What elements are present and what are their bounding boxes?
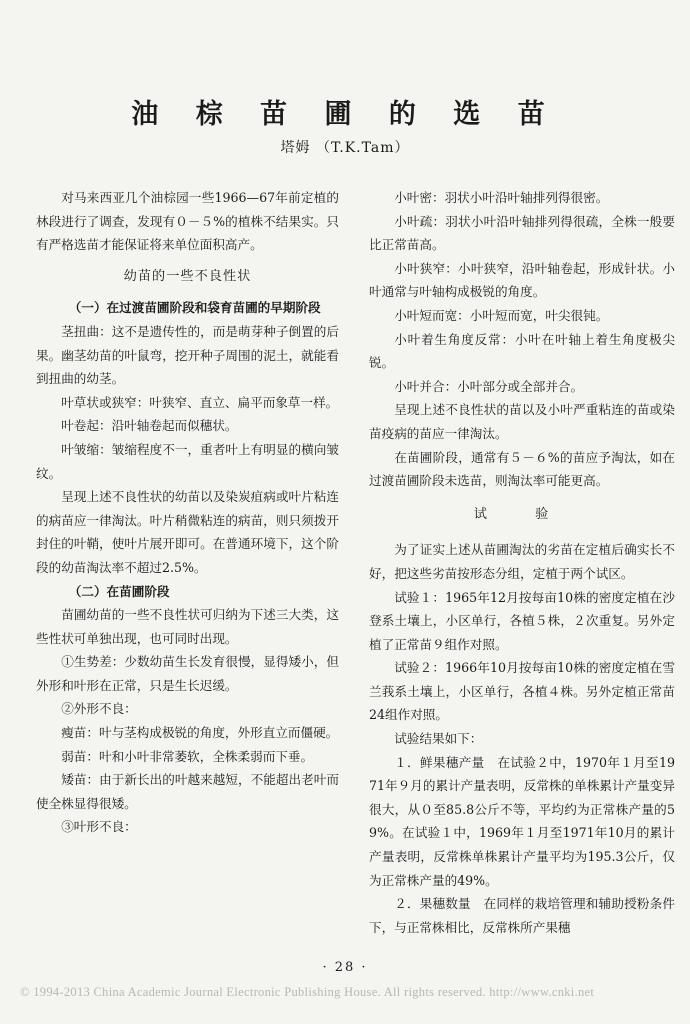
paragraph: 叶草状或狭窄：叶狭窄、直立、扁平而象草一样。 bbox=[61, 394, 339, 410]
subsection-title-1: （一）在过渡苗圃阶段和袋育苗圃的早期阶段 bbox=[68, 300, 321, 316]
paragraph: 试验２：1966年10月按每亩10株的密度定植在雪兰莪系土壤上，小区单行，各植４株。另外定植正常苗24组作对照。 bbox=[369, 660, 675, 723]
paragraph: 小叶密：羽状小叶沿叶轴排列得很密。 bbox=[394, 190, 609, 205]
right-column bbox=[369, 186, 675, 939]
paragraph: ③叶形不良： bbox=[61, 819, 137, 835]
paragraph: 小叶狭窄：小叶狭窄，沿叶轴卷起，形成针状。小叶通常与叶轴构成极锐的角度。 bbox=[369, 260, 675, 300]
paragraph: 小叶短而宽：小叶短而宽，叶尖很钝。 bbox=[394, 307, 609, 323]
left-column bbox=[36, 186, 339, 839]
paragraph: 小叶着生角度反常：小叶在叶轴上着生角度极尖锐。 bbox=[369, 331, 675, 371]
copyright-footer: © 1994-2013 China Academic Journal Electronic Publishing House. All rights reserved. http://www.cnki.net bbox=[20, 985, 595, 999]
section-title-experiment: 试 验 bbox=[473, 506, 571, 522]
paragraph: 试验结果如下： bbox=[394, 731, 483, 747]
section-title-defects: 幼苗的一些不良性状 bbox=[123, 268, 252, 284]
paragraph: 矮苗：由于新长出的叶越来越短，不能超出老叶而使全株显得很矮。 bbox=[36, 772, 339, 811]
paragraph: 苗圃幼苗的一些不良性状可归纳为下述三大类，这些性状可单独出现，也可同时出现。 bbox=[36, 607, 339, 646]
subsection-title-2: （二）在苗圃阶段 bbox=[68, 583, 170, 599]
paragraph: 在苗圃阶段，通常有５－６%的苗应予淘汰，如在过渡苗圃阶段未选苗，则淘汰率可能更高。 bbox=[369, 449, 675, 489]
paragraph: ①生势差：少数幼苗生长发育很慢，显得矮小，但外形和叶形在正常，只是生长迟缓。 bbox=[36, 654, 339, 693]
paragraph: 小叶并合：小叶部分或全部并合。 bbox=[394, 378, 584, 394]
paragraph: ②外形不良： bbox=[61, 701, 137, 717]
paragraph: 呈现上述不良性状的幼苗以及染炭疽病或叶片粘连的病苗应一律淘汰。叶片稍微粘连的病苗，则只须拨开封住的叶鞘，使叶片展开即可。在普通环境下，这个阶段的幼苗淘汰率不超过2.5%。 bbox=[36, 489, 339, 575]
page-number: · 28 · bbox=[322, 960, 368, 975]
article-author: 塔姆 （T.K.Tam） bbox=[280, 140, 410, 156]
paragraph: 瘦苗：叶与茎构成极锐的角度，外形直立而僵硬。 bbox=[61, 725, 339, 741]
paragraph: 呈现上述不良性状的苗以及小叶严重粘连的苗或染苗疫病的苗应一律淘汰。 bbox=[369, 402, 675, 441]
paragraph: 叶皱缩：皱缩程度不一，重者叶上有明显的横向皱纹。 bbox=[36, 441, 339, 481]
paragraph: 试验１：1965年12月按每亩10株的密度定植在沙登系土壤上，小区单行，各植５株，２次重复。另外定植了正常苗９组作对照。 bbox=[369, 589, 675, 652]
paragraph: １．鲜果穗产量 在试验２中，1970年１月至1971年９月的累计产量表明，反常株的单株累计产量变异很大，从０至85.8公斤不等，平均约为正常株产量的59%。在试验１中，1969年１月至1971年10月的累计产量表明，反常株单株累计产量平均为195.3公斤，仅为正常株产量的49%。 bbox=[369, 754, 675, 888]
paragraph: 叶卷起：沿叶轴卷起而似穗状。 bbox=[61, 418, 238, 434]
intro-paragraph: 对马来西亚几个油棕园一些1966—67年前定植的林段进行了调查，发现有０－５%的植株不结果实。只有严格选苗才能保证将来单位面积高产。 bbox=[36, 190, 339, 253]
paragraph: 弱苗：叶和小叶非常萎软，全株柔弱而下垂。 bbox=[61, 748, 314, 764]
paragraph: 小叶疏：羽状小叶沿叶轴排列得很疏，全株一般要比正常苗高。 bbox=[369, 213, 675, 253]
paragraph: 为了证实上述从苗圃淘汰的劣苗在定植后确实长不好，把这些劣苗按形态分组，定植于两个试区。 bbox=[369, 542, 675, 581]
paragraph: 茎扭曲：这不是遗传性的，而是萌芽种子倒置的后果。幽茎幼苗的叶鼠弯，挖开种子周围的泥土，就能看到扭曲的幼茎。 bbox=[36, 323, 339, 387]
article-title: 油 棕 苗 圃 的 选 苗 bbox=[131, 99, 559, 130]
paragraph: ２．果穗数量 在同样的栽培管理和辅助授粉条件下，与正常株相比，反常株所产果穗 bbox=[369, 896, 675, 935]
